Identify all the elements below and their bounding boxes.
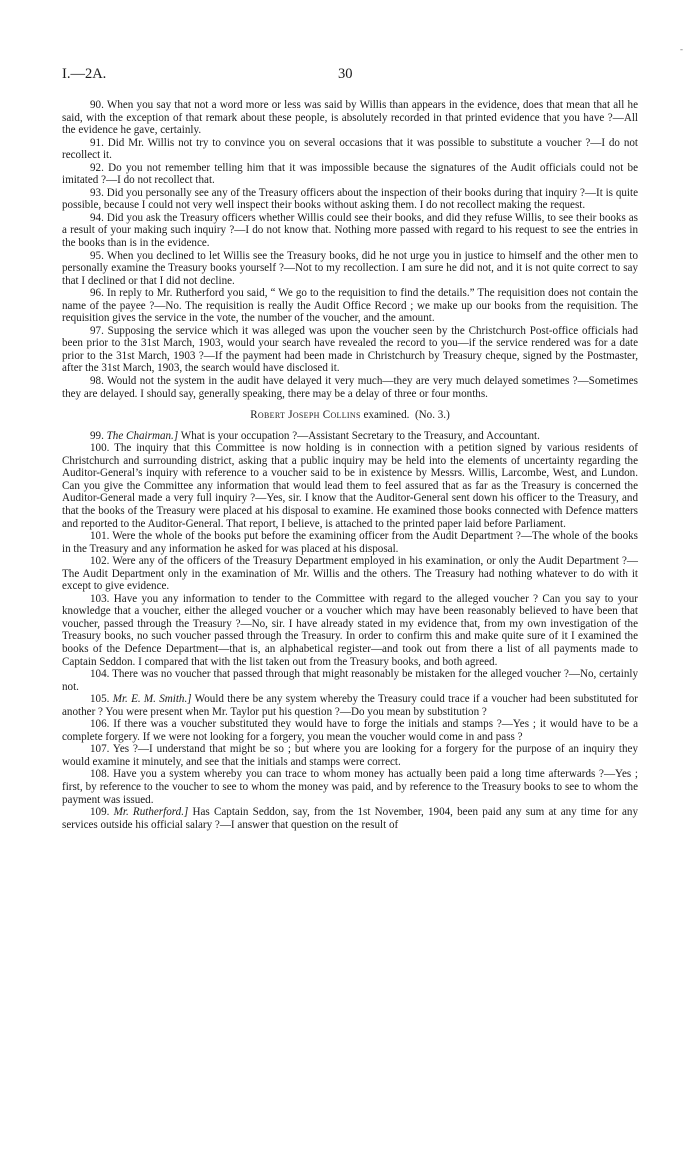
witness-status: examined. — [363, 409, 410, 422]
evidence-paragraph: 97. Supposing the service which it was alleged was upon the voucher seen by the Christchurch Post-office officials had been prior to the 31st March, 1903, would your search have revealed the record to you—if the service rendered was for a date prior to the 31st March, 1903 ?—If the payment had been made in Christchurch by Treasury cheque, signed by the Postmaster, after the 31st March, 1903, the search would have disclosed it. — [62, 324, 638, 375]
document-reference: I.—2A. — [62, 66, 107, 82]
question-105: 105. Mr. E. M. Smith.] Would there be any system whereby the Treasury could trace if a voucher had been substituted for another ? You were present when Mr. Taylor put his question ?—Do you mean by substitution ? — [62, 693, 638, 718]
evidence-paragraph: 100. The inquiry that this Committee is now holding is in connection with a petition signed by various residents of Christchurch and surrounding district, asking that a public inquiry may be held into the elements of uncertainty regarding the Auditor-General’s inquiry with reference to a voucher said to be in existence by Messrs. Willis, Larcombe, West, and Lundon. Can you give the Committee any information that would lead them to feel assured that as far as the Treasury is concerned the Auditor-General made a very full inquiry ?—Yes, sir. I know that the Auditor-General sent down his officer to the Treasury, and that the books of the Treasury were placed at his disposal to examine. He examined those books connected with Defence matters and reported to the Auditor-General. That report, I believe, is attached to the printed paper laid before Parliament. — [62, 442, 638, 530]
question-105-text: Would there be any system whereby the Treasury could trace if a voucher had been substituted for another ? You were present when Mr. Taylor put his question ?—Do you mean by substitution ? — [62, 693, 638, 718]
speaker-chairman: The Chairman.] — [106, 429, 179, 442]
evidence-paragraph: 91. Did Mr. Willis not try to convince you on several occasions that it was possible to substitute a voucher ?—I do not recollect it. — [62, 136, 638, 162]
question-109-text: Has Captain Seddon, say, from the 1st November, 1904, been paid any sum at any time for any services outside his official salary ?—I answer that question on the result of — [62, 806, 638, 831]
witness-heading — [62, 409, 638, 422]
evidence-block-2 — [62, 442, 638, 693]
margin-mark: - — [680, 44, 683, 54]
evidence-paragraph: 98. Would not the system in the audit have delayed it very much—they are very much delayed sometimes ?—Sometimes they are delayed. I should say, generally speaking, there may be a delay of three or four months. — [62, 375, 638, 400]
evidence-paragraph: 92. Do you not remember telling him that it was impossible because the signatures of the Audit officials could not be imitated ?—I do not recollect that. — [62, 161, 638, 187]
question-109: 109. Mr. Rutherford.] Has Captain Seddon, say, from the 1st November, 1904, been paid any sum at any time for any services outside his official salary ?—I answer that question on the result of — [62, 806, 638, 831]
evidence-paragraph: 103. Have you any information to tender to the Committee with regard to the alleged voucher ? Can you say to your knowledge that a voucher, either the alleged voucher or a voucher which may have been reasonably believed to have been that voucher, passed through the Treasury ?—No, sir. I have already stated in my evidence that, from my own investigation of the Treasury books, no such voucher passed through the Treasury. In order to confirm this and make quite sure of it I examined the books of the Defence Department—that is, an alphabetical register—and took out from there a list of all payments made to Captain Seddon. I compared that with the list taken out from the Treasury books, and both agreed. — [62, 592, 638, 668]
witness-number: (No. 3.) — [414, 409, 450, 422]
evidence-paragraph: 106. If there was a voucher substituted they would have to forge the initials and stamps ?—Yes ; it would have to be a complete forgery. If we were not looking for a forgery, you mean the voucher would come in and pass ? — [62, 718, 638, 743]
evidence-paragraph: 96. In reply to Mr. Rutherford you said, “ We go to the requisition to find the details.” The requisition does not contain the name of the payee ?—No. The requisition is really the Audit Office Record ; we make up our books from the requisition. The requisition gives the service in the vote, the number of the voucher, and the amount. — [62, 287, 638, 325]
evidence-paragraph: 108. Have you a system whereby you can trace to whom money has actually been paid a long time afterwards ?—Yes ; first, by reference to the voucher to see to whom the money was paid, and by reference to the Treasury books to see to whom the payment was issued. — [62, 768, 638, 806]
evidence-paragraph: 104. There was no voucher that passed through that might reasonably be mistaken for the alleged voucher ?—No, certainly not. — [62, 668, 638, 693]
evidence-paragraph: 101. Were the whole of the books put before the examining officer from the Audit Department ?—The whole of the books in the Treasury and any information he asked for was placed at his disposal. — [62, 530, 638, 555]
evidence-paragraph: 94. Did you ask the Treasury officers whether Willis could see their books, and did they refuse Willis, to see their books as a result of your making such inquiry ?—I do not know that. Nothing more passed with regard to his request to see the entries in the books than is in the evidence. — [62, 211, 638, 250]
page-number: 30 — [338, 66, 353, 82]
witness-name: Robert Joseph Collins — [250, 409, 361, 422]
evidence-paragraph: 102. Were any of the officers of the Treasury Department employed in his examination, or only the Audit Department ?—The Audit Department only in the examination of Mr. Willis and the others. The Treasury had nothing whatever to do with it except to give evidence. — [62, 555, 638, 593]
page-body — [62, 99, 638, 831]
evidence-paragraph: 93. Did you personally see any of the Treasury officers about the inspection of their books during that inquiry ?—It is quite possible, because I could not very well inspect their books without asking them. I do not recollect making the request. — [62, 186, 638, 212]
evidence-block-1 — [62, 99, 638, 400]
question-99: 99. The Chairman.] What is your occupation ?—Assistant Secretary to the Treasury, and Accountant. — [90, 429, 540, 442]
evidence-paragraph: 107. Yes ?—I understand that might be so ; but where you are looking for a forgery for the purpose of an inquiry they would examine it minutely, and see that the initials and stamps were correct. — [62, 743, 638, 768]
evidence-paragraph: 90. When you say that not a word more or less was said by Willis than appears in the evidence, does that mean that all he said, with the exception of that remark about these people, is absolutely recorded in that printed evidence that you have ?—All the evidence he gave, certainly. — [62, 99, 638, 137]
evidence-paragraph: 95. When you declined to let Willis see the Treasury books, did he not urge you in justice to himself and the other men to personally examine the Treasury books yourself ?—Not to my recollection. I am sure he did not, and it is not quite correct to say that I declined or that I did not decline. — [62, 249, 638, 287]
speaker-smith: Mr. E. M. Smith.] — [112, 693, 192, 706]
page-header — [62, 66, 638, 84]
question-99-text: What is your occupation ?—Assistant Secretary to the Treasury, and Accountant. — [180, 429, 540, 442]
speaker-rutherford: Mr. Rutherford.] — [113, 806, 189, 819]
evidence-block-3 — [62, 718, 638, 806]
